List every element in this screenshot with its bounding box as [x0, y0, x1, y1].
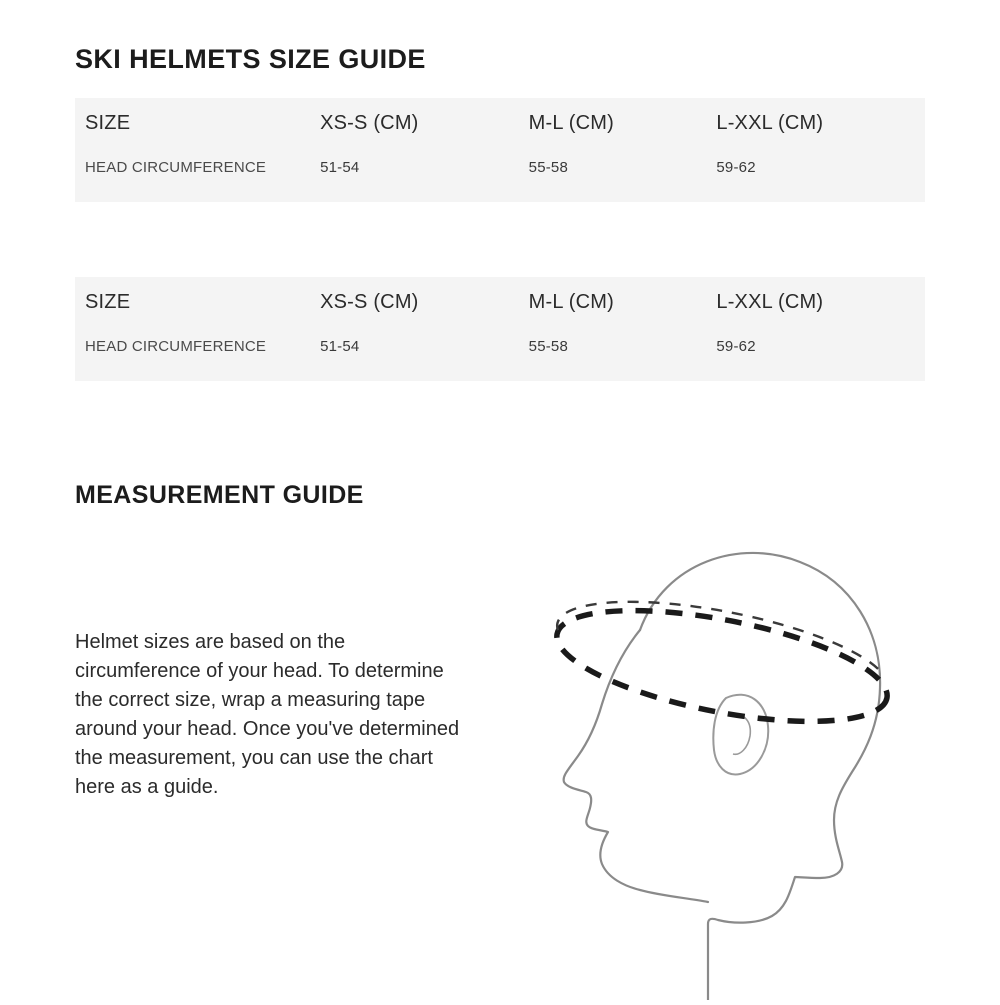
header-xs-s: XS-S (CM)	[320, 112, 419, 134]
cell-xs-s: 51-54	[320, 159, 360, 176]
table-header-row	[75, 98, 925, 147]
table-header-row	[75, 277, 925, 326]
header-l-xxl: L-XXL (CM)	[716, 291, 824, 313]
header-m-l: M-L (CM)	[528, 291, 614, 313]
header-size: SIZE	[85, 291, 131, 313]
row-label-head-circumference: HEAD CIRCUMFERENCE	[85, 338, 267, 355]
cell-l-xxl: 59-62	[716, 159, 756, 176]
head-profile-illustration	[490, 520, 950, 1000]
size-table-1	[75, 98, 925, 202]
header-xs-s: XS-S (CM)	[320, 291, 419, 313]
row-label-head-circumference: HEAD CIRCUMFERENCE	[85, 159, 267, 176]
cell-m-l: 55-58	[528, 338, 569, 355]
cell-xs-s: 51-54	[320, 338, 360, 355]
cell-l-xxl: 59-62	[716, 338, 756, 355]
header-m-l: M-L (CM)	[528, 112, 614, 134]
page-title: SKI HELMETS SIZE GUIDE	[75, 44, 426, 75]
measurement-guide-paragraph: Helmet sizes are based on the circumference of your head. To determine the correct size, wrap a measuring tape around your head. Once you've determined the measurement, you can use the chart here as a guide.	[75, 631, 460, 798]
header-size: SIZE	[85, 112, 131, 134]
size-table-2	[75, 277, 925, 381]
cell-m-l: 55-58	[528, 159, 569, 176]
table-row	[75, 326, 925, 381]
section-title-measurement-guide: MEASUREMENT GUIDE	[75, 480, 364, 509]
table-row	[75, 147, 925, 202]
header-l-xxl: L-XXL (CM)	[716, 112, 824, 134]
